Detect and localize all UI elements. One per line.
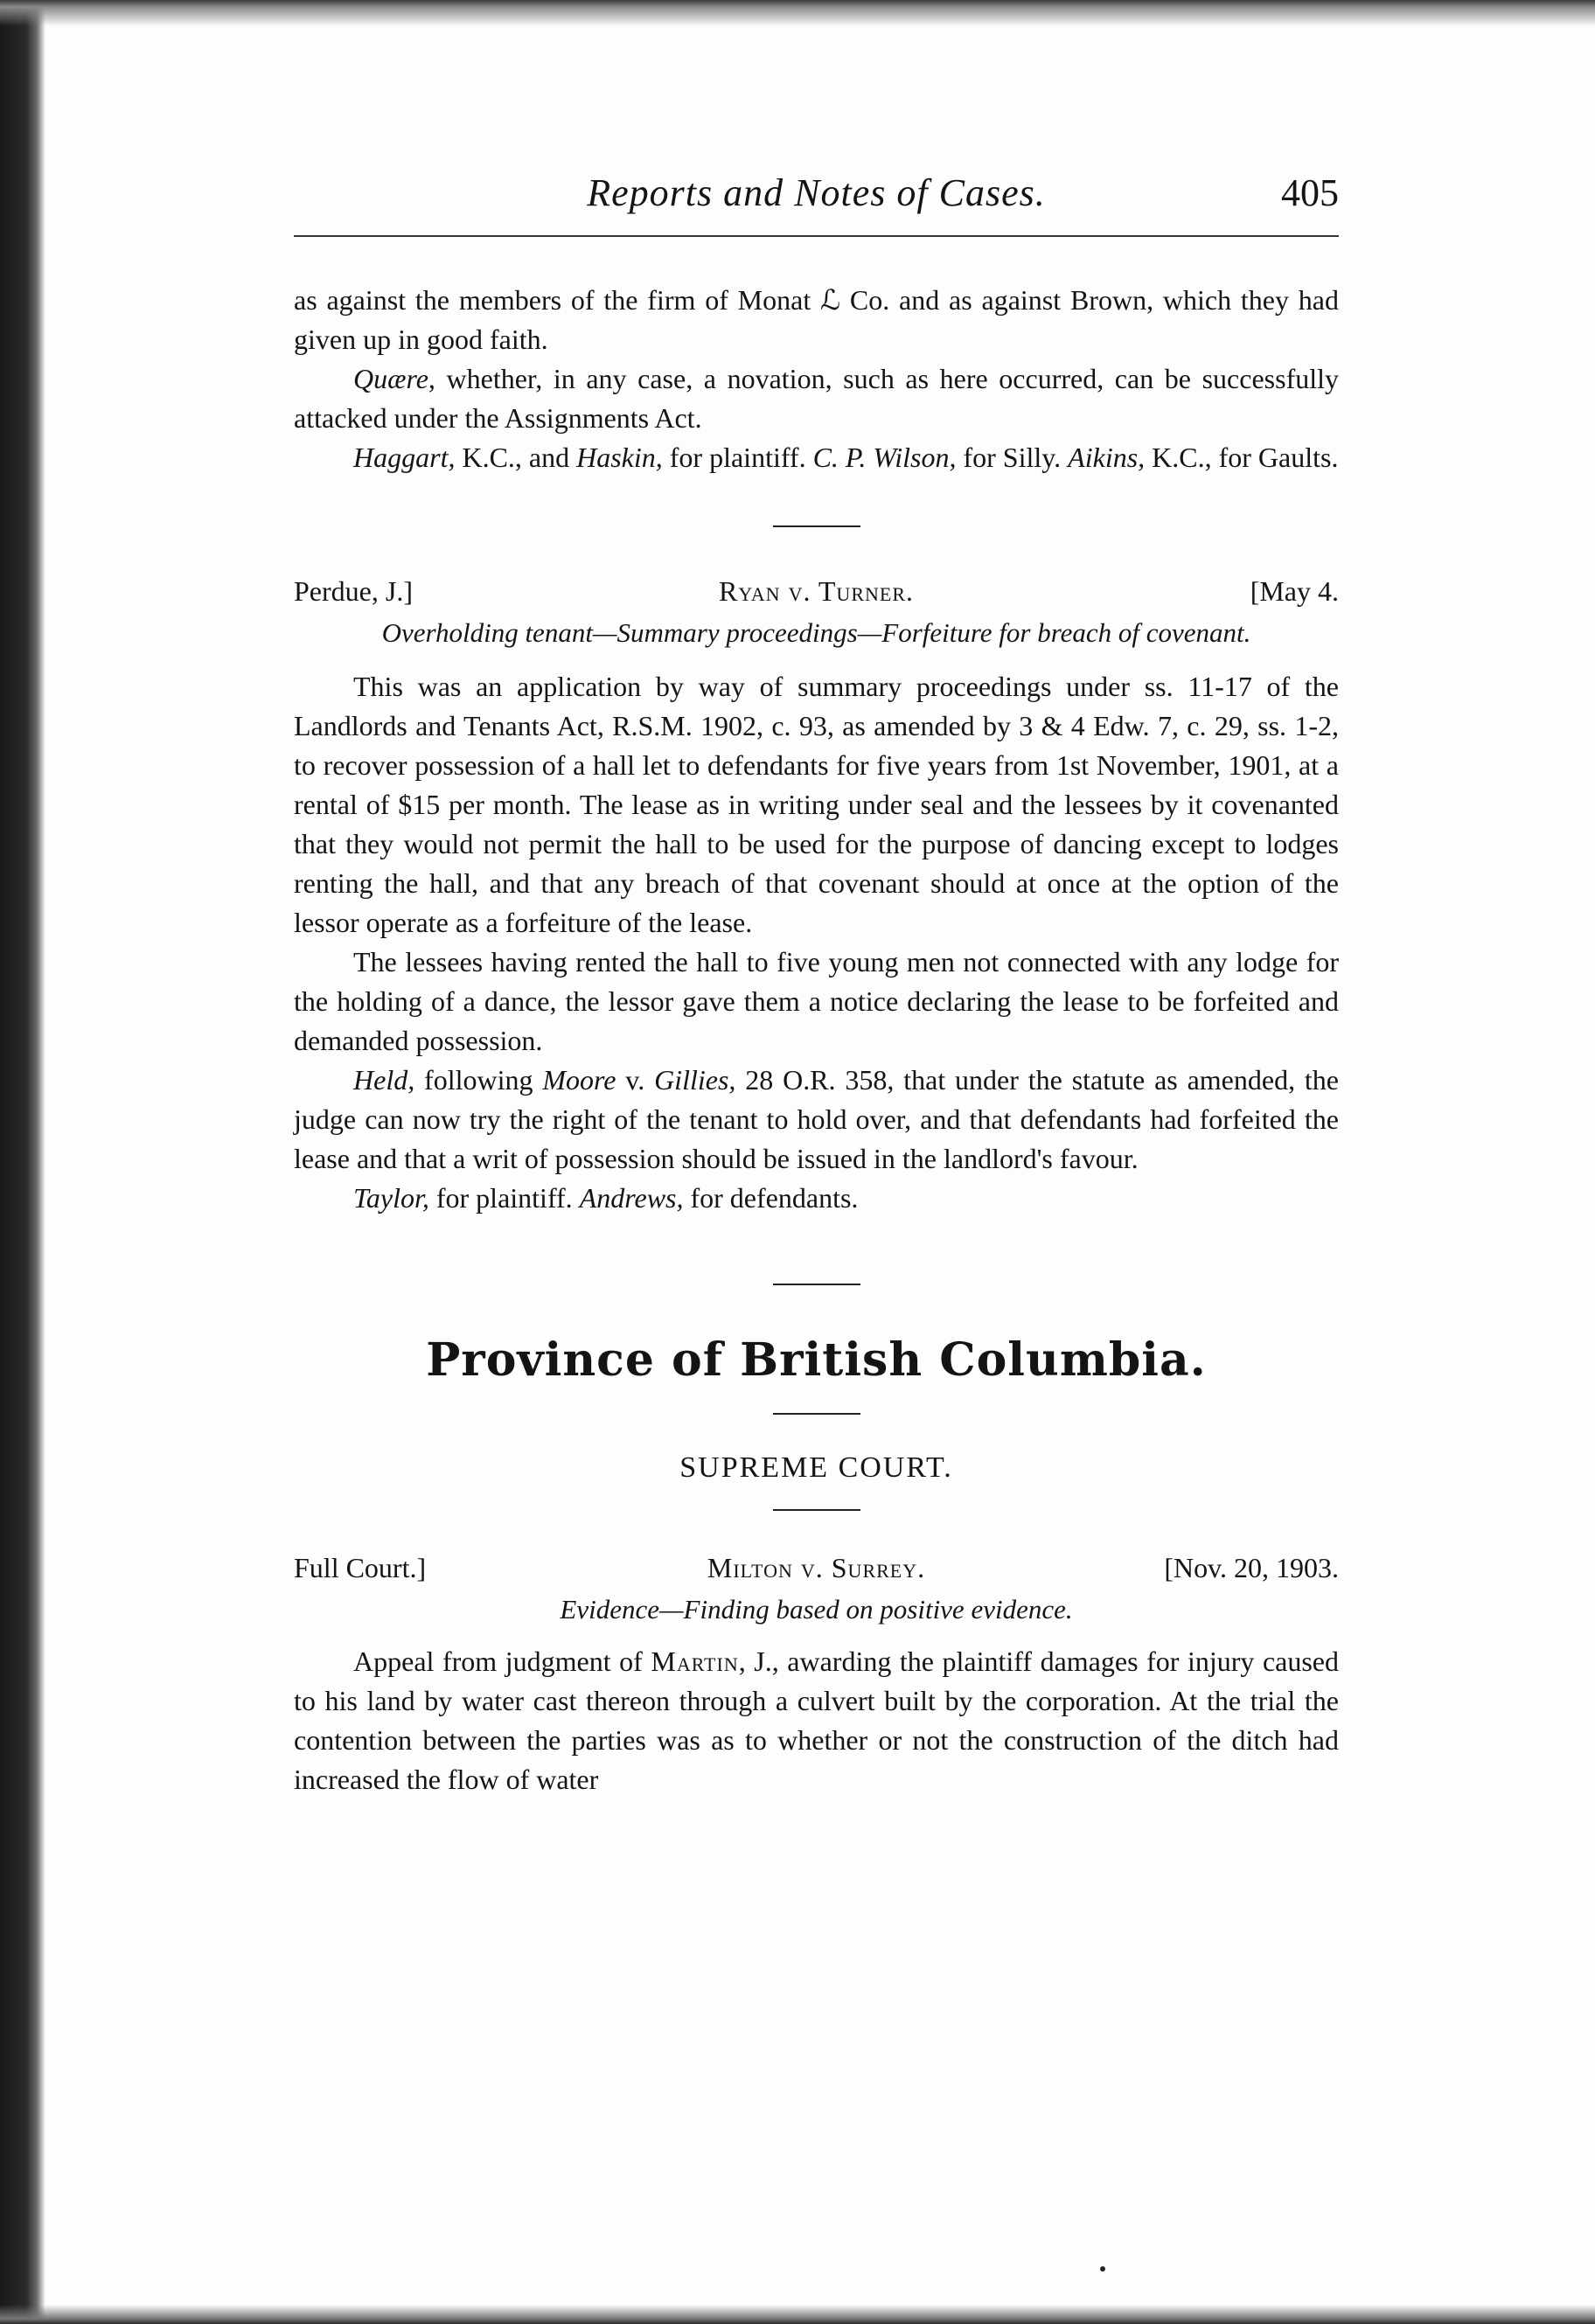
page-number: 405 xyxy=(1281,171,1339,214)
case-judge: Perdue, J.] xyxy=(294,575,413,607)
scan-speck xyxy=(1100,2266,1105,2272)
quaere-text: whether, in any case, a novation, such as here occurred, can be successfully attacked under the Assignments Act. xyxy=(294,363,1339,434)
counsel-text: K.C., for Gaults. xyxy=(1145,442,1339,473)
previous-case-continuation xyxy=(294,281,1339,477)
held-word: Held, xyxy=(353,1064,415,1096)
case-catchwords: Overholding tenant—Summary proceedings—Forfeiture for breach of covenant. xyxy=(381,617,1251,648)
counsel-text: for plaintiff. xyxy=(428,1182,580,1214)
case-title: Ryan v. Turner. xyxy=(719,575,914,607)
case-date: [Nov. 20, 1903. xyxy=(1164,1552,1339,1583)
counsel-text: for Silly. xyxy=(956,442,1069,473)
scan-binding-shadow xyxy=(0,0,45,2324)
counsel-text: K.C., and xyxy=(455,442,577,473)
counsel-text: for defendants. xyxy=(683,1182,859,1214)
continuation-paragraph: as against the members of the firm of Monat ℒ Co. and as against Brown, which they had given up in good faith. xyxy=(294,284,1339,355)
held-text: following xyxy=(414,1064,543,1096)
case-paragraph: The lessees having rented the hall to five young men not connected with any lodge for the holding of a dance, the lessor gave them a notice declaring the lease to be forfeited and demanded possession. xyxy=(294,946,1339,1056)
counsel-line xyxy=(294,438,1339,477)
counsel-name: Andrews, xyxy=(579,1182,684,1214)
case-paragraph xyxy=(294,1642,1339,1799)
running-head xyxy=(294,170,1339,232)
counsel-line xyxy=(294,1179,1339,1218)
paragraph-text: Appeal from judgment of xyxy=(353,1646,651,1677)
held-text: v. xyxy=(616,1064,655,1096)
case-heading xyxy=(294,1548,1339,1588)
page-content xyxy=(294,170,1339,1799)
quaere-paragraph xyxy=(294,359,1339,438)
paragraph-text: , J., awarding the plaintiff damages for injury caused to his land by water cast thereon through a culvert built by the corporation. At the trial the contention between the parties was as to whether or not the construction of the ditch had increased the flow of water xyxy=(294,1646,1340,1795)
scan-top-shadow xyxy=(0,0,1595,26)
province-heading: Province of British Columbia. xyxy=(426,1333,1207,1387)
counsel-text: for plaintiff. xyxy=(662,442,813,473)
judge-name: Martin xyxy=(651,1646,739,1677)
running-head-title: Reports and Notes of Cases. xyxy=(587,171,1046,214)
counsel-name: Aikins, xyxy=(1068,442,1146,473)
quaere-word: Quære, xyxy=(353,363,435,394)
case-heading xyxy=(294,571,1339,611)
case-catchwords: Evidence—Finding based on positive evidence. xyxy=(560,1594,1073,1625)
case-ryan-v-turner xyxy=(294,571,1339,1218)
case-paragraph: This was an application by way of summary proceedings under ss. 11-17 of the Landlords and Tenants Act, R.S.M. 1902, c. 93, as amended by 3 & 4 Edw. 7, c. 29, ss. 1-2, to recover possession of a hall let to defendants for five years from 1st November, 1901, at a rental of $15 per month. The lease as in writing under seal and the lessees by it covenanted that they would not permit the hall to be used for the purpose of dancing except to lodges renting the hall, and that any breach of that covenant should at once at the option of the lessor operate as a forfeiture of the lease. xyxy=(294,671,1339,938)
scan-bottom-shadow xyxy=(0,2305,1595,2324)
held-paragraph xyxy=(294,1061,1339,1179)
case-milton-v-surrey xyxy=(294,1548,1339,1799)
counsel-name: C. P. Wilson, xyxy=(812,442,957,473)
cited-case: Gillies, xyxy=(654,1064,736,1096)
held-text: 28 O.R. 358, that under the statute as amended, the judge can now try the right of the tenant to hold over, and that defendants had forfeited the lease and that a writ of possession should be issued in the landlord's favour. xyxy=(294,1064,1339,1174)
case-title: Milton v. Surrey. xyxy=(707,1552,926,1583)
counsel-name: Haggart, xyxy=(353,442,456,473)
counsel-name: Haskin, xyxy=(576,442,663,473)
counsel-name: Taylor, xyxy=(353,1182,429,1214)
case-judge: Full Court.] xyxy=(294,1552,427,1583)
court-heading: SUPREME COURT. xyxy=(679,1451,953,1484)
case-date: [May 4. xyxy=(1250,575,1339,607)
cited-case: Moore xyxy=(542,1064,616,1096)
